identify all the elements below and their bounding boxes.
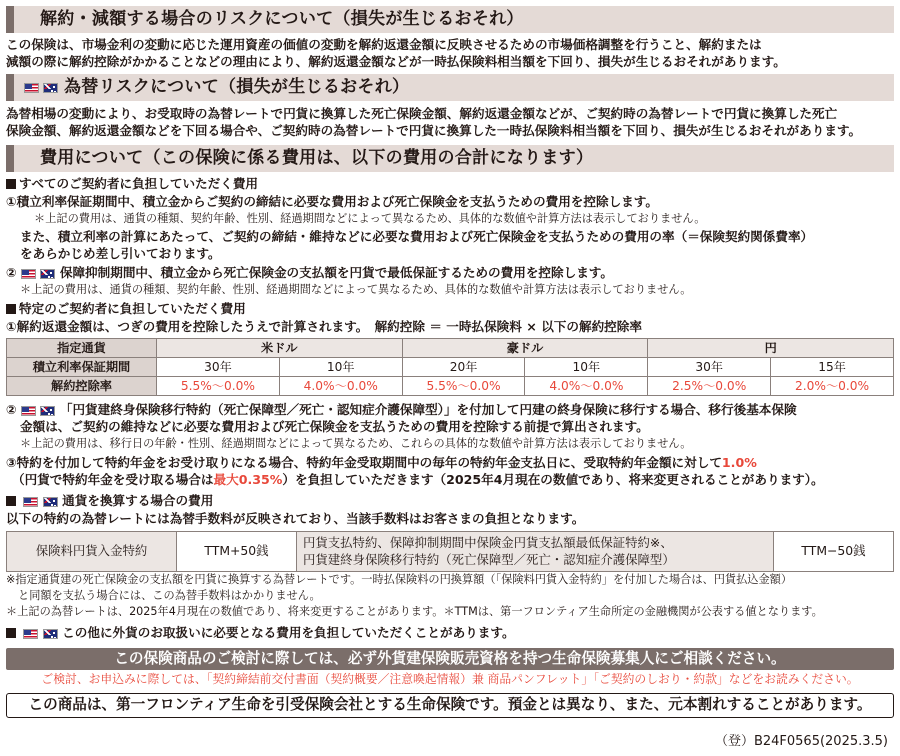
fx-risk-text-2: 保険金額、解約返還金額などを下回る場合や、ご契約時の為替レートで円貨に換算した一時払保険料相当額を下回り、損失が生じるおそれがあります。 xyxy=(6,123,862,138)
read-notice: ご検討、お申込みに際しては、「契約締結前交付書面（契約概要／注意喚起情報）兼 商品パンフレット」「ご契約のしおり・約款」などをお読みください。 xyxy=(41,672,859,686)
cost-item-4-line-2: 金額は、ご契約の維持などに必要な費用および死亡保険金を支払うための費用を控除する前提で算出されます。 xyxy=(20,419,649,434)
cost-item-5-line-1: ③特約を付加して特約年金をお受け取りになる場合、特約年金受取期間中の毎年の特約年金支払日に、受取特約年金額に対して1.0% xyxy=(6,455,757,470)
fx-risk-text-1: 為替相場の変動により、お受取時の為替レートで円貨に換算した死亡保険金額、解約返還金額などが、ご契約時の為替レートで円貨に換算した死亡 xyxy=(6,106,838,121)
rate-cell: 4.0%～0.0% xyxy=(525,377,648,396)
annuity-fee-max-rate: 最大0.35% xyxy=(213,472,283,487)
cost-note-2: ＊上記の費用は、通貨の種類、契約年齢、性別、経過期間などによって異なるため、具体的な数値や計算方法は表示しておりません。 xyxy=(20,283,692,296)
fx-left-label: 保険料円貨入金特約 xyxy=(7,532,177,572)
specific-contractors-heading: 特定のご契約者に負担していただく費用 xyxy=(6,301,894,318)
us-flag-icon xyxy=(23,497,38,507)
cancel-risk-text-2: 減額の際に解約控除がかかることなどの理由により、解約返還金額などが一時払保険料相当額を下回り、損失が生じるおそれがあります。 xyxy=(6,54,786,69)
rate-cell: 5.5%～0.0% xyxy=(402,377,525,396)
section-fx-risk-title: 為替リスクについて（損失が生じるおそれ） xyxy=(6,74,894,101)
fx-note-1: ※指定通貨建の死亡保険金の支払額を円貨に換算する為替レートです。一時払保険料の円換算額（「保険料円貨入金特約」を付加した場合は、円貨払込金額） xyxy=(6,573,793,586)
cost-item-4-line-1: ② 「円貨建終身保険移行特約（死亡保障型／死亡・認知症介護保障型）」を付加して円建の終身保険に移行する場合、移行後基本保険 xyxy=(6,402,797,417)
period-cell: 10年 xyxy=(525,358,648,377)
us-flag-icon xyxy=(21,406,36,416)
period-cell: 15年 xyxy=(771,358,894,377)
australia-flag-icon xyxy=(43,497,58,507)
consult-banner: この保険商品のご検討に際しては、必ず外貨建保険販売資格を持つ生命保険募集人にご相談ください。 xyxy=(6,648,894,670)
fx-cost-description: 以下の特約の為替レートには為替手数料が反映されており、当該手数料はお客さまの負担となります。 xyxy=(6,511,585,526)
fx-right-label: 円貨支払特約、保障抑制期間中保険金円貨支払額最低保証特約※、 円貨建終身保険移行特約（死亡保障型／死亡・認知症介護保障型） xyxy=(297,532,774,572)
fx-note-3: ＊上記の為替レートは、2025年4月現在の数値であり、将来変更することがあります。＊TTMは、第一フロンティア生命所定の金融機関が公表する値となります。 xyxy=(6,605,823,618)
australia-flag-icon xyxy=(43,629,58,639)
table-header-currency: 指定通貨 xyxy=(7,339,157,358)
rate-cell: 2.5%～0.0% xyxy=(648,377,771,396)
product-disclaimer-box: この商品は、第一フロンティア生命を引受保険会社とする生命保険です。預金とは異なり、また、元本割れすることがあります。 xyxy=(6,693,894,718)
us-flag-icon xyxy=(23,629,38,639)
square-bullet-icon xyxy=(6,304,16,314)
cost-item-3: ①解約返還金額は、つぎの費用を控除したうえで計算されます。 解約控除 ＝ 一時払保険料 × 以下の解約控除率 xyxy=(6,319,642,334)
period-cell: 20年 xyxy=(402,358,525,377)
period-cell: 30年 xyxy=(157,358,280,377)
cost-item-2: ② 保障抑制期間中、積立金から死亡保険金の支払額を円貨で最低保証するための費用を控除します。 xyxy=(6,265,613,280)
australia-flag-icon xyxy=(43,83,58,93)
rate-cell: 4.0%～0.0% xyxy=(279,377,402,396)
fx-left-value: TTM+50銭 xyxy=(177,532,297,572)
square-bullet-icon xyxy=(6,496,16,506)
rate-cell: 2.0%～0.0% xyxy=(771,377,894,396)
cost-note-1: ＊上記の費用は、通貨の種類、契約年齢、性別、経過期間などによって異なるため、具体的な数値や計算方法は表示しておりません。 xyxy=(34,212,706,225)
cost-item-1b-line-2: をあらかじめ差し引いております。 xyxy=(20,246,221,261)
us-flag-icon xyxy=(21,269,36,279)
surrender-rate-table xyxy=(6,338,894,396)
fx-fee-table xyxy=(6,531,894,572)
section-cost-title: 費用について（この保険に係る費用は、以下の費用の合計になります） xyxy=(6,145,894,172)
cost-item-1b-line-1: また、積立利率の計算にあたって、ご契約の締結・維持などに必要な費用および死亡保険金を支払うための費用の率（＝保険契約関係費率） xyxy=(20,229,814,244)
rate-cell: 5.5%～0.0% xyxy=(157,377,280,396)
cancel-risk-text-1: この保険は、市場金利の変動に応じた運用資産の価値の変動を解約返還金額に反映させるための市場価格調整を行うこと、解約または xyxy=(6,37,762,52)
fx-cost-heading: 通貨を換算する場合の費用 xyxy=(6,493,894,510)
australia-flag-icon xyxy=(40,406,55,416)
australia-flag-icon xyxy=(40,269,55,279)
us-flag-icon xyxy=(24,83,39,93)
currency-aud: 豪ドル xyxy=(402,339,648,358)
period-cell: 10年 xyxy=(279,358,402,377)
cost-item-1: ①積立利率保証期間中、積立金からご契約の締結に必要な費用および死亡保険金を支払うための費用を控除します。 xyxy=(6,194,658,209)
cost-note-4: ＊上記の費用は、移行日の年齢・性別、経過期間などによって異なるため、これらの具体的な数値や計算方法は表示しておりません。 xyxy=(20,437,692,450)
fx-right-value: TTM−50銭 xyxy=(774,532,894,572)
section-cancel-risk-title: 解約・減額する場合のリスクについて（損失が生じるおそれ） xyxy=(6,6,894,33)
currency-usd: 米ドル xyxy=(157,339,403,358)
square-bullet-icon xyxy=(6,628,16,638)
cost-item-5-line-2: （円貨で特約年金を受け取る場合は最大0.35%）を負担していただきます（2025年4月現在の数値であり、将来変更されることがあります）。 xyxy=(12,472,824,487)
square-bullet-icon xyxy=(6,179,16,189)
table-header-rate: 解約控除率 xyxy=(7,377,157,396)
document-code: （登）B24F0565(2025.3.5) xyxy=(714,734,888,749)
all-contractors-heading: すべてのご契約者に負担していただく費用 xyxy=(6,176,894,193)
period-cell: 30年 xyxy=(648,358,771,377)
fx-note-2: と同額を支払う場合には、この為替手数料はかかりません。 xyxy=(18,589,321,602)
annuity-fee-rate: 1.0% xyxy=(721,455,757,470)
table-header-period: 積立利率保証期間 xyxy=(7,358,157,377)
currency-jpy: 円 xyxy=(648,339,894,358)
other-costs-line: この他に外貨のお取扱いに必要となる費用を負担していただくことがあります。 xyxy=(6,625,894,642)
